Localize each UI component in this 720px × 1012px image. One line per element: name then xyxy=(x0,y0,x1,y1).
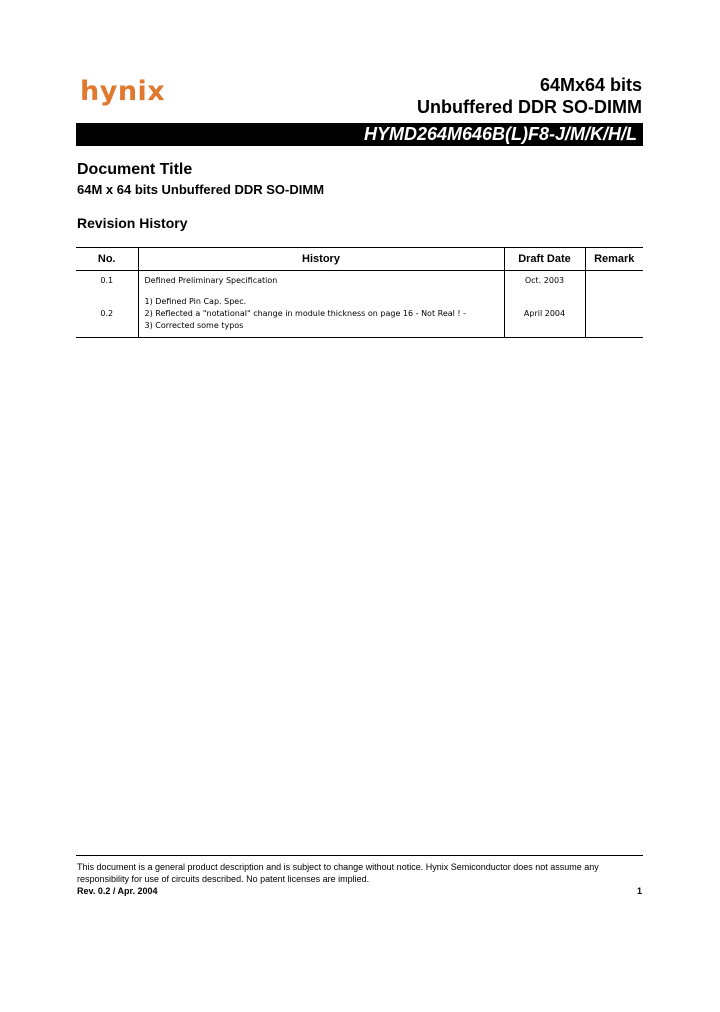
table-row xyxy=(76,271,643,291)
history-line: 2) Reflected a "notational" change in module thickness on page 16 - Not Real ! - xyxy=(144,308,467,318)
remark xyxy=(585,290,643,338)
column-header-remark: Remark xyxy=(585,248,643,271)
draft-date: Oct. 2003 xyxy=(504,271,585,291)
revision-history-text xyxy=(138,290,504,338)
footer-divider xyxy=(76,855,643,856)
history-line: Defined Preliminary Specification xyxy=(144,275,278,285)
header-module-type: Unbuffered DDR SO-DIMM xyxy=(417,97,642,117)
part-number-bar: HYMD264M646B(L)F8-J/M/K/H/L xyxy=(76,123,643,146)
column-header-history: History xyxy=(138,248,504,271)
table-row xyxy=(76,290,643,338)
revision-history-text xyxy=(138,271,504,291)
hynix-logo: hynix xyxy=(80,76,166,107)
column-header-no: No. xyxy=(76,248,138,271)
revision-number: 0.1 xyxy=(100,276,114,285)
history-line: 3) Corrected some typos xyxy=(144,320,244,330)
table-header-row xyxy=(76,248,643,271)
document-title: 64M x 64 bits Unbuffered DDR SO-DIMM xyxy=(77,182,325,197)
remark xyxy=(585,271,643,291)
page-number: 1 xyxy=(636,886,642,896)
footer-disclaimer: This document is a general product description and is subject to change without notice. Hynix Semiconductor does not assume any responsibility for use of circuits described. No patent licenses are implied. xyxy=(77,862,599,884)
document-title-label: Document Title xyxy=(77,161,193,178)
history-line: 1) Defined Pin Cap. Spec. xyxy=(144,296,247,306)
revision-history-heading: Revision History xyxy=(77,215,188,231)
revision-history-table xyxy=(76,247,643,338)
header-capacity: 64Mx64 bits xyxy=(539,75,642,95)
column-header-draft-date: Draft Date xyxy=(504,248,585,271)
footer-revision: Rev. 0.2 / Apr. 2004 xyxy=(77,886,158,896)
revision-number: 0.2 xyxy=(76,290,138,338)
draft-date: April 2004 xyxy=(504,290,585,338)
